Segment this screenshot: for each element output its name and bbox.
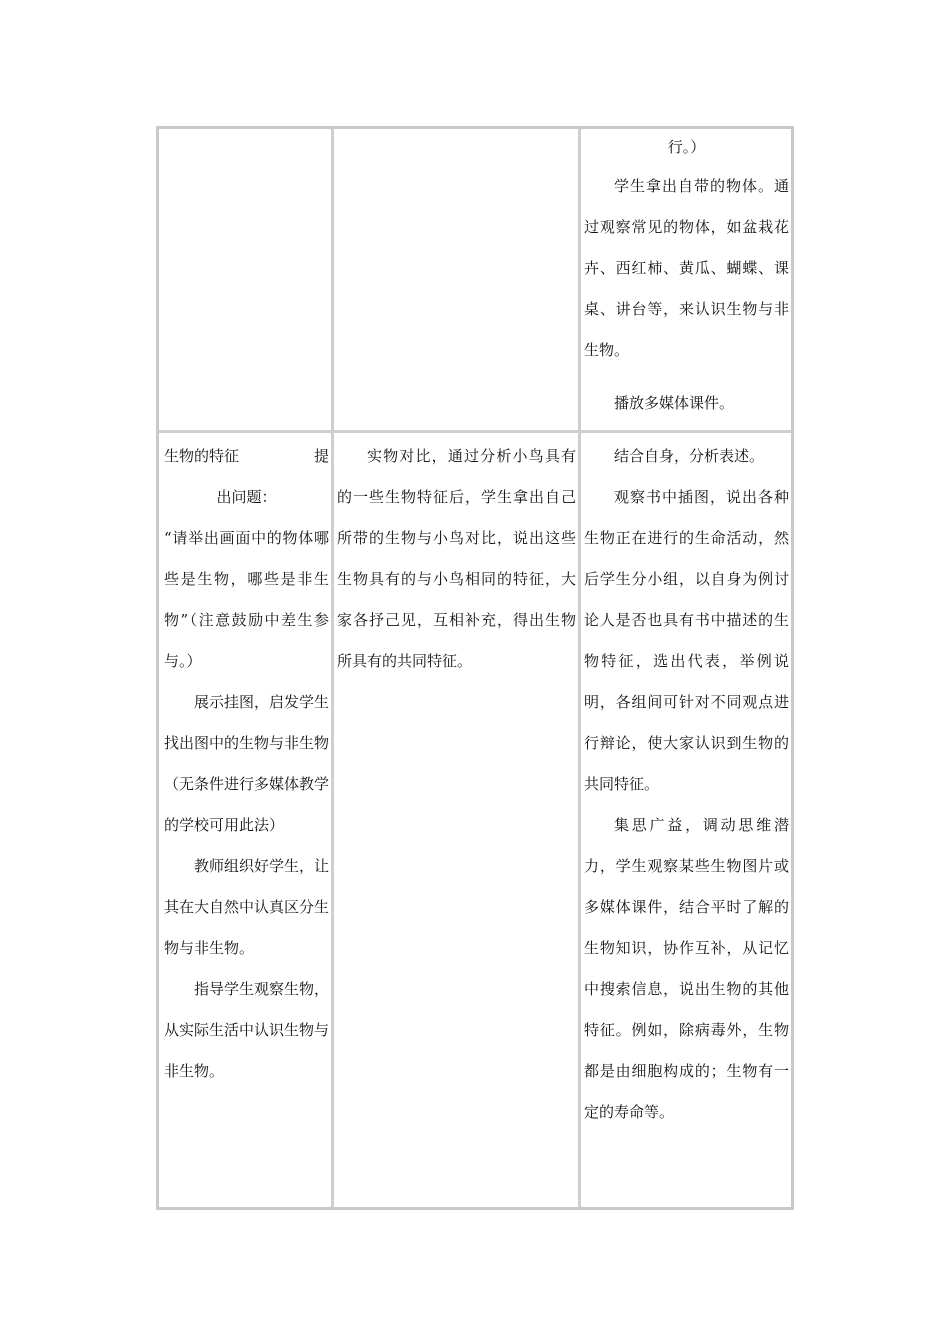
row1-col1-cell (162, 132, 331, 432)
row1-col3-para-1: 学生拿出自带的物体。通过观察常见的物体，如盆栽花卉、西红柿、黄瓜、蝴蝶、课桌、讲台等，来认识生物与非生物。 (584, 177, 789, 359)
row2-col1-cell (162, 436, 331, 1206)
column-divider-1 (331, 129, 334, 1207)
row2-col1-para-2: 展示挂图，启发学生找出图中的生物与非生物（无条件进行多媒体教学的学校可用此法） (164, 693, 330, 834)
row2-col2-para-0: 实物对比，通过分析小鸟具有的一些生物特征后，学生拿出自己所带的生物与小鸟对比，说出这些生物具有的与小鸟相同的特征，大家各抒己见，互相补充，得出生物所具有的共同特征。 (337, 447, 576, 670)
row2-col3-para-1: 观察书中插图，说出各种生物正在进行的生命活动，然后学生分小组，以自身为例讨论人是否也具有书中描述的生物特征，选出代表，举例说明，各组间可针对不同观点进行辩论，使大家认识到生物的共同特征。 (584, 488, 789, 793)
row2-col1-para-3: 教师组织好学生，让其在大自然中认真区分生物与非生物。 (164, 857, 330, 957)
column-divider-2 (578, 129, 581, 1207)
row1-col3-para-0: 行。） (667, 138, 706, 156)
row1-col3-para-2: 播放多媒体课件。 (614, 394, 735, 412)
section-title: 生物的特征 (164, 447, 240, 465)
row2-col3-cell (582, 436, 791, 1206)
row2-col1-para-4: 指导学生观察生物，从实际生活中认识生物与非生物。 (164, 980, 330, 1080)
section-title-suffix: 提 (313, 447, 329, 465)
row2-col3-para-2: 集思广益，调动思维潜力，学生观察某些生物图片或多媒体课件，结合平时了解的生物知识，协作互补，从记忆中搜索信息，说出生物的其他特征。例如，除病毒外，生物都是由细胞构成的；生物有一定的寿命等。 (584, 816, 789, 1121)
row2-col1-para-1: “请举出画面中的物体哪些是生物，哪些是非生物”（注意鼓励中差生参与。） (164, 529, 329, 670)
section-title-line (162, 436, 331, 477)
row2-col1-para-0: 出问题： (216, 488, 277, 506)
row2-col2-cell (335, 436, 578, 1206)
row2-col3-para-0: 结合自身，分析表述。 (614, 447, 765, 465)
lesson-table (156, 126, 794, 1210)
row1-col2-cell (335, 132, 578, 432)
row1-col3-cell (582, 132, 791, 432)
